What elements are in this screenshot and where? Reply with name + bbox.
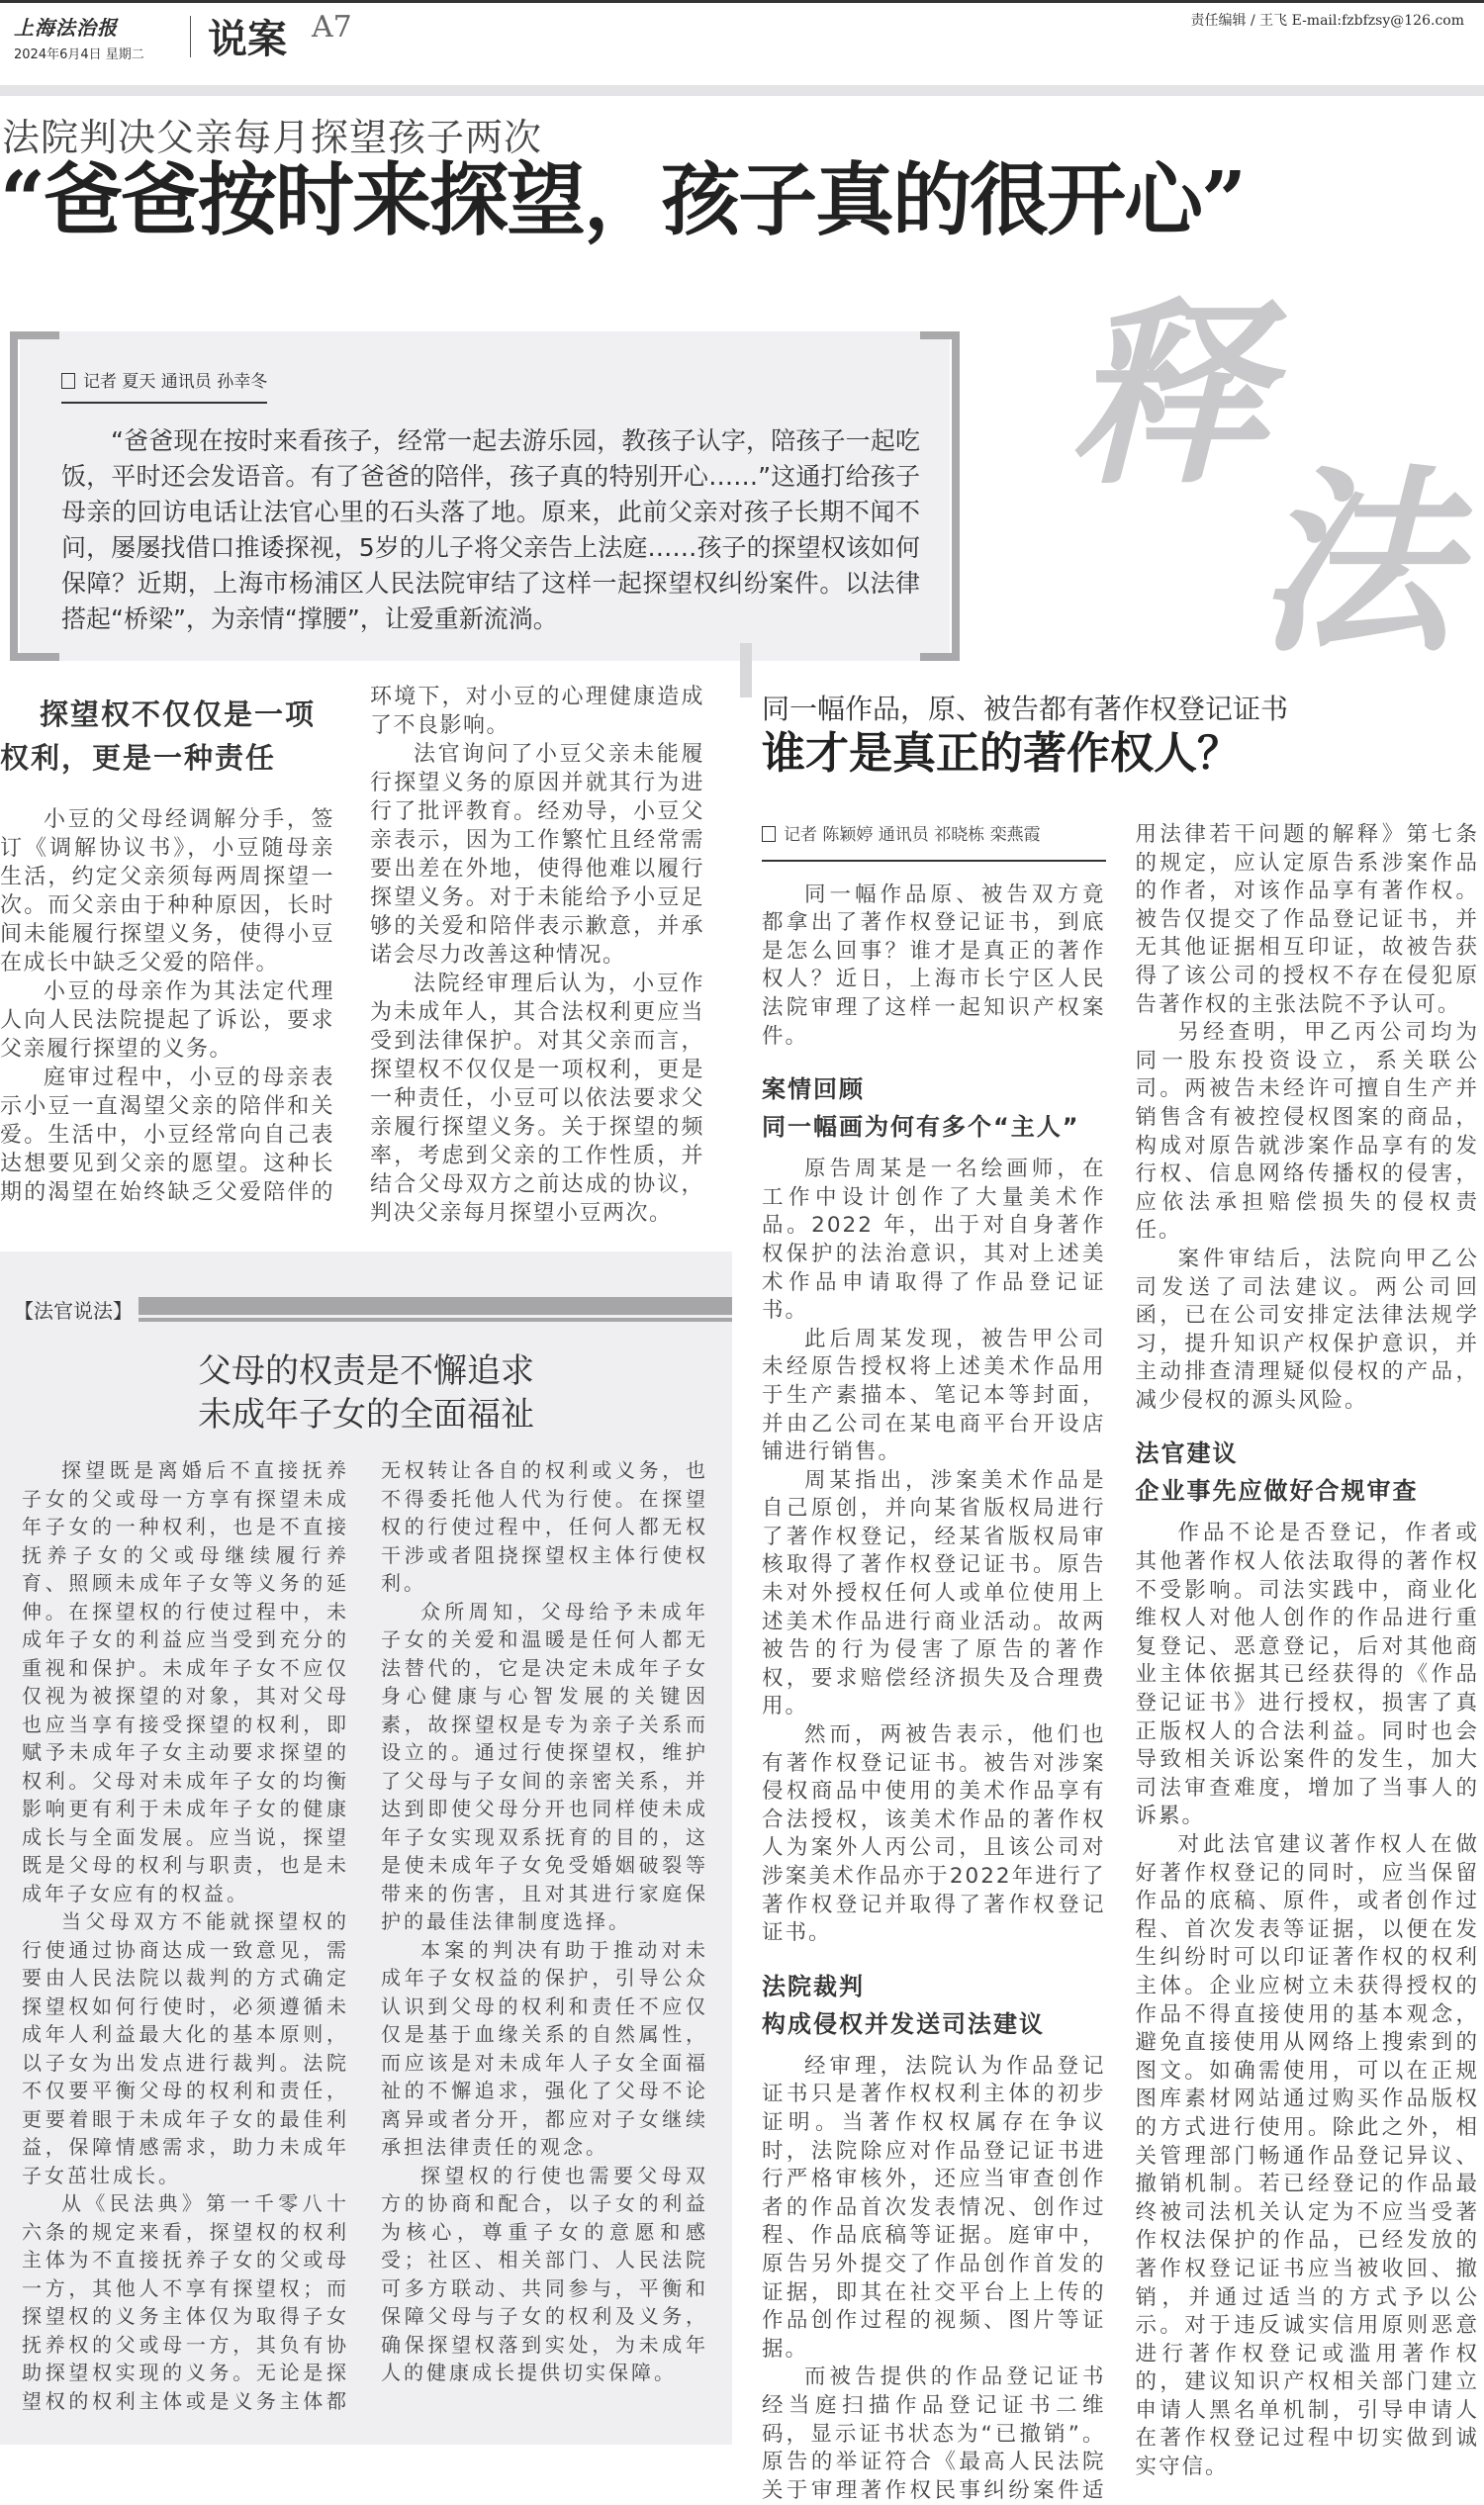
- square-bullet-icon: [762, 826, 776, 842]
- paragraph: 庭审过程中，小豆的母亲表示小豆一直渴望父亲的陪伴和关爱。生活中，小豆经常向自己表达想要见到父亲的愿望。这种长期的渴望在始终缺乏父爱陪伴的环境下，对小豆的心理健康造成了不良影响。: [0, 685, 704, 1205]
- paragraph: 本案的判决有助于推动对未成年子女权益的保护，引导公众认识到父母的权利和责任不应仅仅是基于血缘关系的自然属性，而应该是对未成年人子女全面福祉的不懈追求，强化了父母不论离异或者分开，都应对子女继续承担法律责任的观念。: [381, 1937, 708, 2159]
- paragraph: 对此法官建议著作权人在做好著作权登记的同时，应当保留作品的底稿、原件，或者创作过程、首次发表等证据，以便在发生纠纷时可以印证著作权的权利主体。企业应树立未获得授权的作品不得直接使用的基本观念，避免直接使用从网络上搜索到的图文。如确需使用，可以在正规图库素材网站通过购买作品版权的方式进行使用。除此之外，相关管理部门畅通作品登记异议、撤销机制。若已经登记的作品最终被司法机关认定为不应当受著作权法保护的作品，已经发放的著作权登记证书应当被收回、撤销，并通过适当的方式予以公示。对于违反诚实信用原则恶意进行著作权登记或滥用著作权的，建议知识产权相关部门建立申请人黑名单机制，引导申请人在著作权登记过程中切实做到诚实守信。: [1135, 1832, 1479, 2480]
- issue-date: 2024年6月4日 星期二: [14, 47, 144, 62]
- judge-says-title: 父母的权责是不懈追求 未成年子女的全面福祉: [198, 1351, 534, 1435]
- lead-subtitle: 法院判决父亲每月探望孩子两次: [2, 116, 543, 159]
- lead-intro-text: “爸爸现在按时来看孩子，经常一起去游乐园，教孩子认字，陪孩子一起吃饭，平时还会发语音。有了爸爸的陪伴，孩子真的特别开心……”这通打给孩子母亲的回访电话让法官心里的石头落了地。原来，此前父亲对孩子长期不闻不问，屡屡找借口推诿探视，5岁的儿子将父亲告上法庭……孩子的探望权该如何保障？近期，上海市杨浦区人民法院审结了这样一起探望权纠纷案件。以法律搭起“桥梁”，为亲情“撑腰”，让爱重新流淌。: [61, 426, 920, 633]
- lead-section-heading: 探望权不仅仅是一项 权利，更是一种责任: [0, 697, 317, 775]
- header-band: [0, 85, 1484, 96]
- lead-article-body: [0, 683, 704, 1228]
- copyright-article-body: [762, 821, 1479, 2505]
- section-heading: 法院裁判 构成侵权并发送司法建议: [762, 1972, 1045, 2038]
- judge-says-body: [22, 1456, 708, 2415]
- paragraph: 经审理，法院认为作品登记证书只是著作权权利主体的初步证明。当著作权权属存在争议时，法院除应对作品登记证书进行严格审核外，还应当审查创作者的作品首次发表情况、创作过程、作品底稿等证据。庭审中，原告另外提交了作品创作首发的证据，即其在社交平台上上传的作品创作过程的视频、图片等证据。: [762, 2053, 1106, 2362]
- paragraph: 然而，两被告表示，他们也有著作权登记证书。被告对涉案侵权商品中使用的美术作品享有合法授权，该美术作品的著作权人为案外人丙公司，且该公司对涉案美术作品亦于2022年进行了著作权登记并取得了著作权登记证书。: [762, 1722, 1106, 1946]
- header-divider: [190, 16, 191, 57]
- paragraph: 同一幅作品原、被告双方竟都拿出了著作权登记证书，到底是怎么回事？谁才是真正的著作权人？近日，上海市长宁区人民法院审理了这样一起知识产权案件。: [762, 881, 1106, 1049]
- lead-byline: 记者 夏天 通讯员 孙幸冬: [61, 367, 267, 404]
- decorative-bar: [139, 1318, 732, 1322]
- column-calligraphy-mark: [1039, 279, 1474, 680]
- paragraph: 法官询问了小豆父亲未能履行探望义务的原因并就其行为进行了批评教育。经劝导，小豆父亲表示，因为工作繁忙且经常需要出差在外地，使得他难以履行探望义务。对于未能给予小豆足够的关爱和陪伴表示歉意，并承诺会尽力改善这种情况。: [370, 742, 704, 968]
- paragraph: 探望权的行使也需要父母双方的协商和配合，以子女的利益为核心，尊重子女的意愿和感受；社区、相关部门、人民法院可多方联动、共同参与，平衡和保障父母与子女的权利及义务，确保探望权落到实处，为未成年人的健康成长提供切实保障。: [381, 2163, 708, 2384]
- editor-credit: 责任编辑 / 王飞 E-mail:fzbfzsy@126.com: [1190, 13, 1464, 29]
- paragraph: 小豆的父母经调解分手，签订《调解协议书》，小豆随母亲生活，约定父亲须每两周探望一次。而父亲由于种种原因，长时间未能履行探望义务，使得小豆在成长中缺乏父爱的陪伴。: [0, 807, 334, 975]
- copyright-headline: 谁才是真正的著作权人？: [762, 728, 1241, 779]
- paragraph: 众所周知，父母给予未成年子女的关爱和温暖是任何人都无法替代的，它是决定未成年子女身心健康与心智发展的关键因素，故探望权是专为亲子关系而设立的。通过行使探望权，维护了父母与子女间的亲密关系，并达到即使父母分开也同样使未成年子女实现双系抚育的目的，这是使未成年子女免受婚姻破裂等带来的伤害，且对其进行家庭保护的最佳法律制度选择。: [381, 1599, 708, 1933]
- paragraph: 法院经审理后认为，小豆作为未成年人，其合法权利更应当受到法律保护。对其父亲而言，探望权不仅仅是一项权利，更是一种责任，小豆可以依法要求父亲履行探望义务。关于探望的频率，考虑到父亲的工作性质，并结合父母双方之前达成的协议，判决父亲每月探望小豆两次。: [370, 972, 704, 1226]
- section-heading: 案情回顾 同一幅画为何有多个“主人”: [762, 1075, 1080, 1142]
- paragraph: 而被告提供的作品登记证书经当庭扫描作品登记证书二维码，显示证书状态为“已撤销”。原告的举证符合《最高人民法院关于审理著作权民事纠纷案件适用法律若干问题的解释》第七条的规定，应认定原告系涉案作品的作者，对该作品享有著作权。被告仅提交了作品登记证书，并无其他证据相互印证，故被告获得了该公司的授权不存在侵犯原告著作权的主张法院不予认可。: [762, 822, 1479, 2503]
- copyright-byline: 记者 陈颖婷 通讯员 祁晓栋 栾燕霞: [762, 821, 1106, 862]
- square-bullet-icon: [61, 373, 75, 389]
- judge-says-panel: [0, 1252, 732, 2445]
- copyright-subtitle: 同一幅作品，原、被告都有著作权登记证书: [762, 693, 1289, 725]
- paragraph: 另经查明，甲乙丙公司均为同一股东投资设立，系关联公司。两被告未经许可擅自生产并销售含有被控侵权图案的商品，构成对原告就涉案作品享有的发行权、信息网络传播权的侵害，应依法承担赔偿损失的侵权责任。: [1135, 1020, 1479, 1244]
- decorative-bar: [139, 1297, 732, 1315]
- paragraph: 此后周某发现，被告甲公司未经原告授权将上述美术作品用于生产素描本、笔记本等封面，并由乙公司在某电商平台开设店铺进行销售。: [762, 1326, 1106, 1465]
- calligraphy-char: 法: [1256, 447, 1455, 680]
- paragraph: 探望既是离婚后不直接抚养子女的父或母一方享有探望未成年子女的一种权利，也是不直接抚养子女的父或母继续履行养育、照顾未成年子女等义务的延伸。在探望权的行使过程中，未成年子女的利益应当受到充分的重视和保护。未成年子女不应仅仅视为被探望的对象，其对父母也应当享有接受探望的权利，即赋予未成年子女主动要求探望的权利。父母对未成年子女的均衡影响更有利于未成年子女的健康成长与全面发展。应当说，探望既是父母的权利与职责，也是未成年子女应有的权益。: [22, 1458, 349, 1905]
- paragraph: 案件审结后，法院向甲乙公司发送了司法建议。两公司回函，已在公司安排定法律法规学习，提升知识产权保护意识，并主动排查清理疑似侵权的产品，减少侵权的源头风险。: [1135, 1246, 1479, 1413]
- paragraph: 当父母双方不能就探望权的行使通过协商达成一致意见，需要由人民法院以裁判的方式确定探望权如何行使时，必须遵循未成年人利益最大化的基本原则，以子女为出发点进行裁判。法院不仅要平衡父母的权利和责任，更要着眼于未成年子女的最佳利益，保障情感需求，助力未成年子女茁壮成长。: [22, 1909, 349, 2187]
- article-accent-strip: [740, 643, 752, 697]
- section-name: 说案: [208, 17, 287, 62]
- page-number: A7: [312, 10, 352, 45]
- right-stack: [762, 693, 1479, 2505]
- paragraph: 作品不论是否登记，作者或其他著作权人依法取得的著作权不受影响。司法实践中，商业化维权人对他人创作的作品进行重复登记、恶意登记，后对其他商业主体依据其已经获得的《作品登记证书》进行授权，损害了真正版权人的合法利益。同时也会导致相关诉讼案件的发生，加大司法审查难度，增加了当事人的诉累。: [1135, 1521, 1479, 1829]
- paragraph: 小豆的母亲作为其法定代理人向人民法院提起了诉讼，要求父亲履行探望的义务。: [0, 979, 334, 1062]
- calligraphy-char: 释: [1068, 279, 1267, 511]
- top-rule: [0, 0, 1484, 3]
- section-heading: 法官建议 企业事先应做好合规审查: [1135, 1439, 1419, 1506]
- paragraph: 周某指出，涉案美术作品是自己原创，并向某省版权局进行了著作权登记，经某省版权局审核取得了著作权登记证书。原告未对外授权任何人或单位使用上述美术作品进行商业活动。故两被告的行为侵害了原告的著作权，要求赔偿经济损失及合理费用。: [762, 1467, 1106, 1719]
- newspaper-logo: 上海法治报: [14, 16, 118, 40]
- left-stack: [0, 683, 722, 2445]
- lead-intro-box: [20, 331, 950, 661]
- paragraph: 从《民法典》第一千零八十六条的规定来看，探望权的权利主体为不直接抚养子女的父或母一方，其他人不享有探望权；而探望权的义务主体仅为取得子女抚养权的父或母一方，其负有协助探望权实现的义务。无论是探望权的权利主体或是义务主体都无权转让各自的权利或义务，也不得委托他人代为行使。在探望权的行使过程中，任何人都无权干涉或者阻挠探望权主体行使权利。: [22, 1458, 708, 2413]
- judge-says-tag: 【法官说法】: [14, 1299, 133, 1323]
- paragraph: 原告周某是一名绘画师，在工作中设计创作了大量美术作品。2022 年，出于对自身著作权保护的法治意识，其对上述美术作品申请取得了作品登记证书。: [762, 1157, 1106, 1324]
- lead-headline: “爸爸按时来探望，孩子真的很开心”: [0, 153, 1246, 246]
